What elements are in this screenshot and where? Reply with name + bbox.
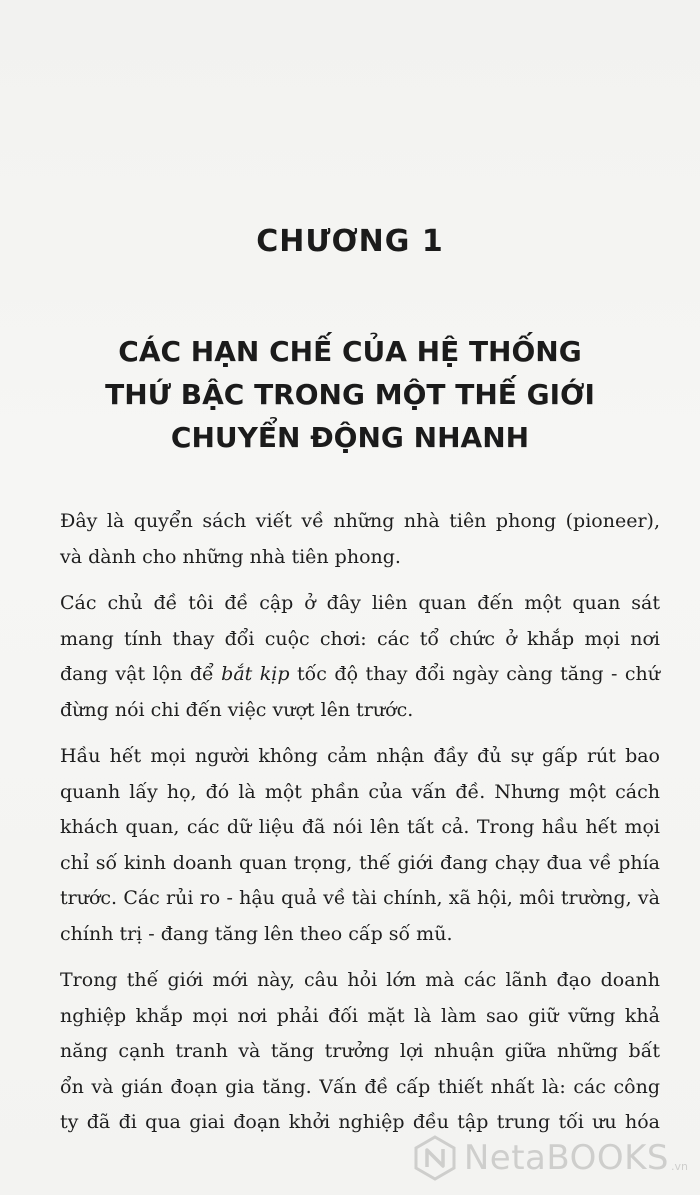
paragraph <box>60 504 660 575</box>
text-line: khách quan, các dữ liệu đã nói lên tất cả. Trong hầu hết mọi <box>60 816 660 838</box>
text-line: trước. Các rủi ro - hậu quả về tài chính, xã hội, môi trường, và <box>60 887 660 909</box>
text-line: Đây là quyển sách viết về những nhà tiên phong (pioneer), <box>60 510 660 532</box>
text-run: đang vật lộn để <box>60 663 222 685</box>
text-line: Các chủ đề tôi đề cập ở đây liên quan đến một quan sát <box>60 592 660 614</box>
body-text <box>60 504 660 1152</box>
text-line: Hầu hết mọi người không cảm nhận đầy đủ sự gấp rút bao <box>60 745 660 767</box>
paragraph <box>60 586 660 728</box>
chapter-title <box>60 330 640 459</box>
text-line: ổn và gián đoạn gia tăng. Vấn đề cấp thiết nhất là: các công <box>60 1075 660 1098</box>
paragraph <box>60 739 660 952</box>
text-line: chỉ số kinh doanh quan trọng, thế giới đang chạy đua về phía <box>60 851 660 874</box>
text-line: năng cạnh tranh và tăng trưởng lợi nhuận giữa những bất <box>60 1040 660 1062</box>
watermark-brand: NetaBOOKS <box>463 1138 670 1178</box>
chapter-title-line: THỨ BẬC TRONG MỘT THẾ GIỚI <box>105 378 595 411</box>
chapter-title-line: CHUYỂN ĐỘNG NHANH <box>170 421 530 454</box>
text-run: tốc độ thay đổi ngày càng tăng - chứ <box>289 663 660 685</box>
emphasis-text: bắt kịp <box>221 663 290 685</box>
text-line: và dành cho những nhà tiên phong. <box>60 545 401 568</box>
text-line: mang tính thay đổi cuộc chơi: các tổ chức ở khắp mọi nơi <box>60 627 660 650</box>
watermark <box>412 1135 688 1181</box>
text-line <box>60 657 660 693</box>
text-line: nghiệp khắp mọi nơi phải đối mặt là làm sao giữ vững khả <box>60 1004 660 1027</box>
chapter-label: CHƯƠNG 1 <box>256 224 444 259</box>
netabooks-logo-icon <box>412 1135 458 1181</box>
paragraph <box>60 963 660 1141</box>
text-line: đừng nói chi đến việc vượt lên trước. <box>60 698 414 721</box>
chapter-title-line: CÁC HẠN CHẾ CỦA HỆ THỐNG <box>118 335 582 368</box>
text-line: Trong thế giới mới này, câu hỏi lớn mà các lãnh đạo doanh <box>60 969 660 991</box>
text-line: ty đã đi qua giai đoạn khởi nghiệp đều tập trung tối ưu hóa <box>60 1111 660 1133</box>
text-line: quanh lấy họ, đó là một phần của vấn đề. Nhưng một cách <box>60 780 660 803</box>
text-line: chính trị - đang tăng lên theo cấp số mũ. <box>60 922 453 945</box>
watermark-domain: .vn <box>671 1160 688 1173</box>
